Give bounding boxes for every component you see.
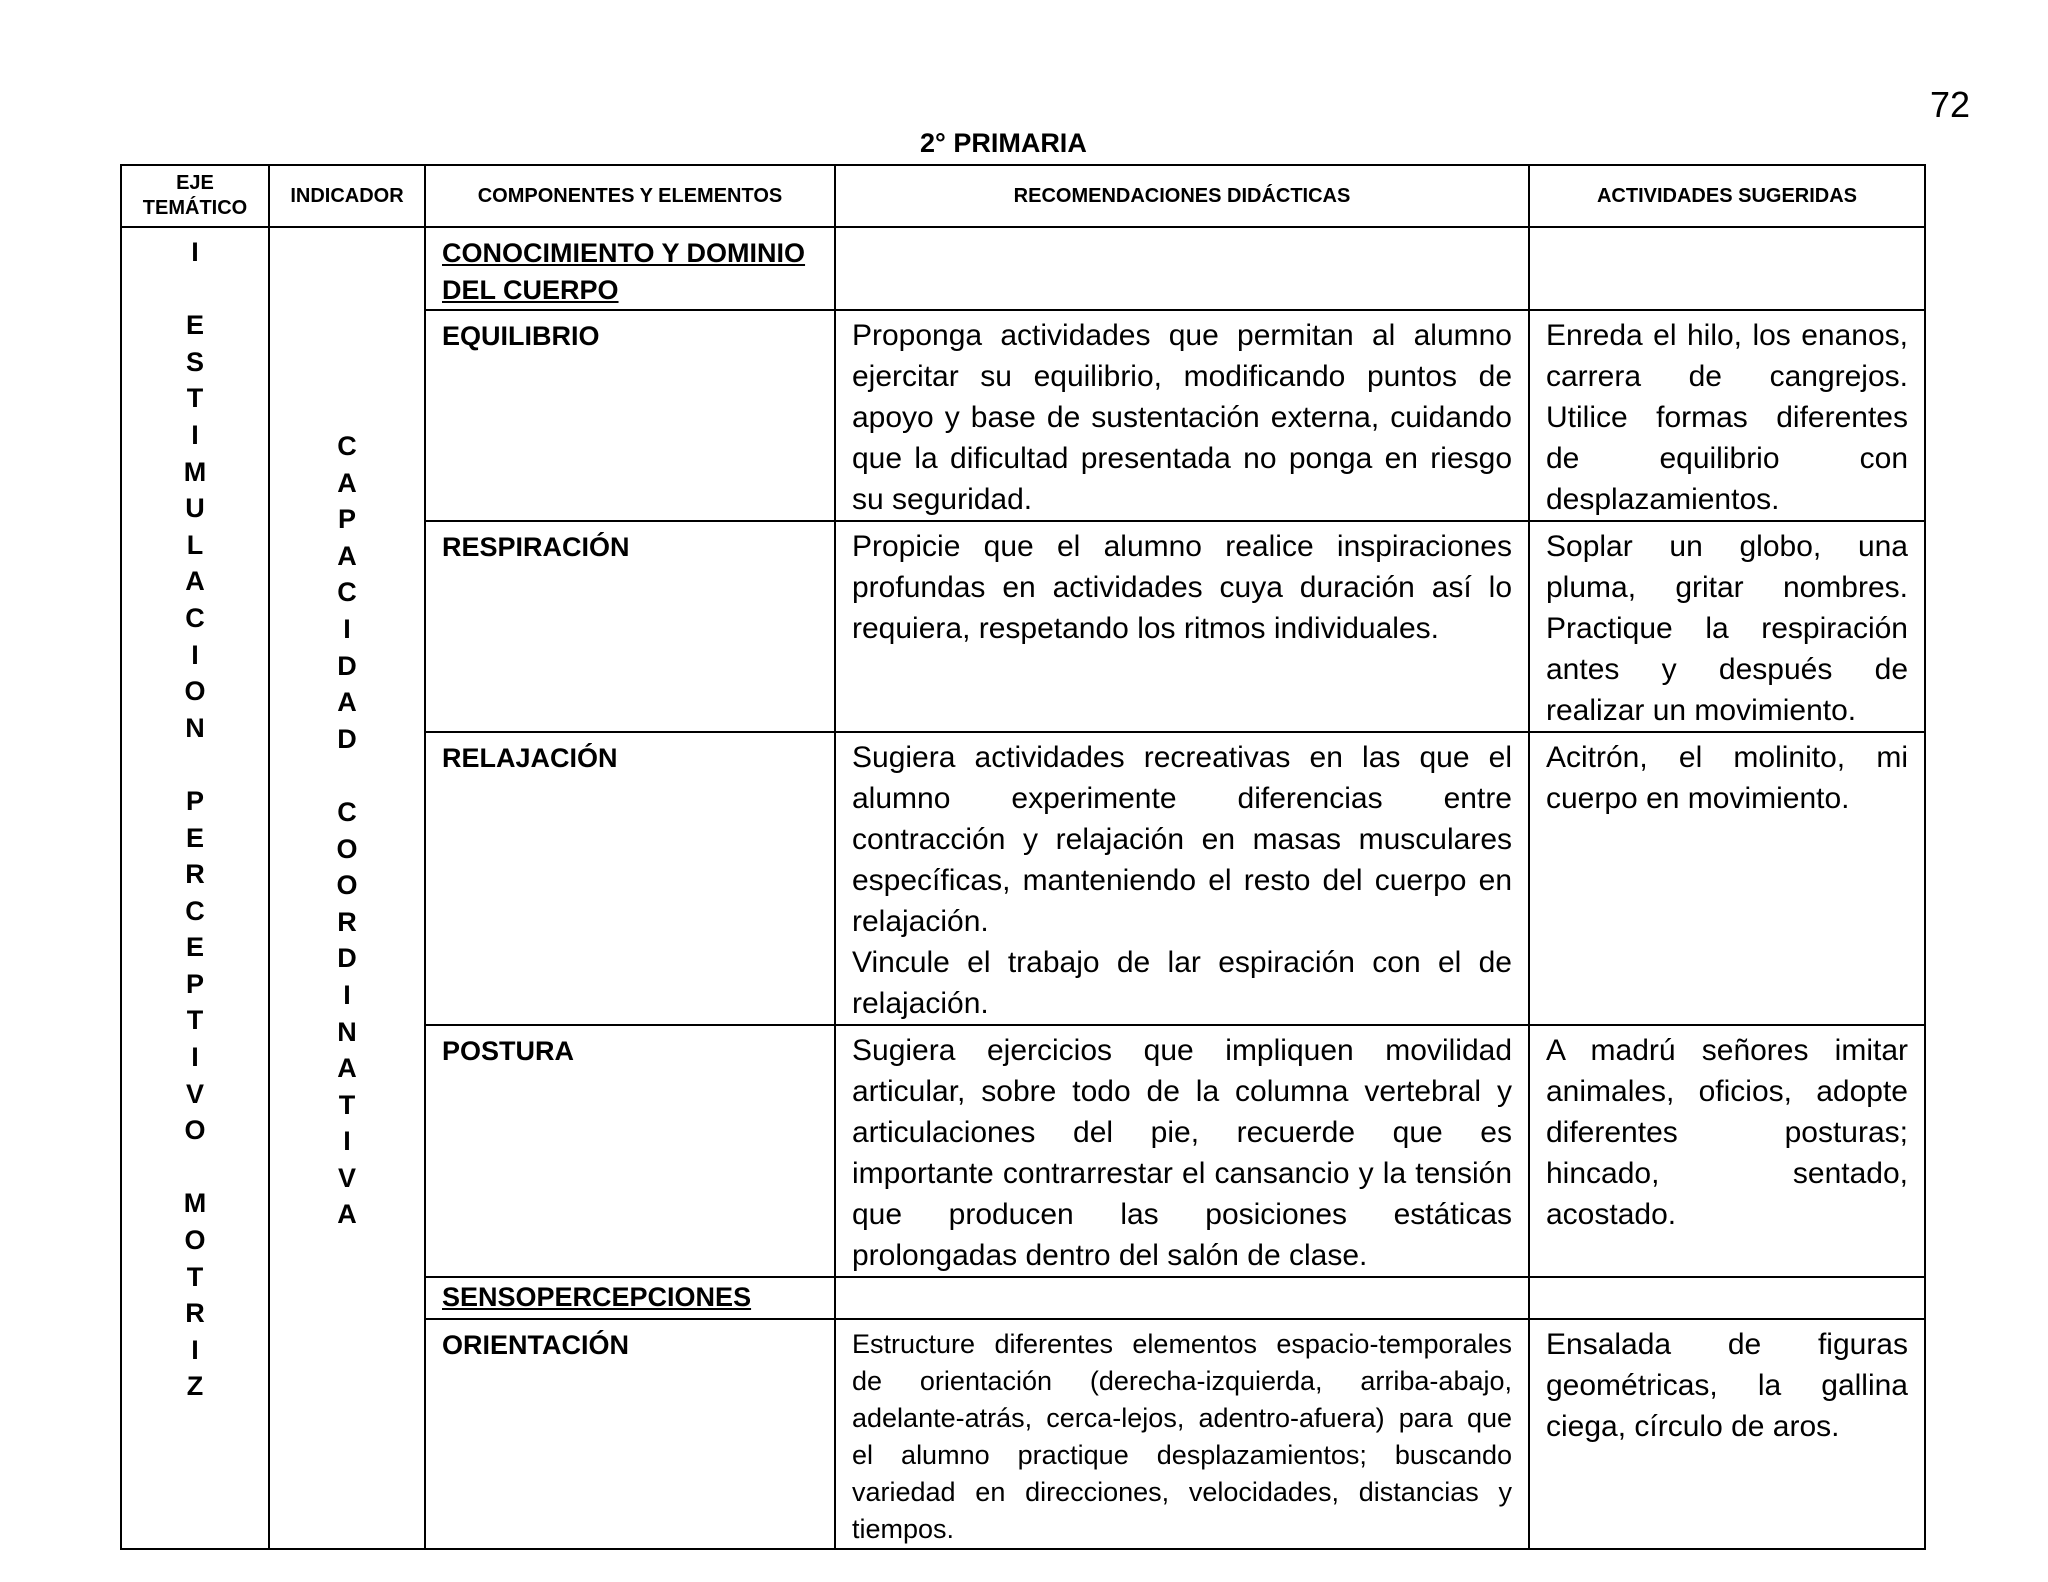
eje-tematico-letter: I: [191, 1042, 199, 1073]
indicador-letter: A: [337, 467, 357, 498]
indicador-letter: A: [337, 1053, 357, 1084]
indicador-cell: [269, 227, 425, 1549]
component-section-label: SENSOPERCEPCIONES: [425, 1277, 835, 1319]
eje-tematico-letter: O: [184, 676, 206, 707]
indicador-letter: V: [337, 1162, 356, 1193]
eje-tematico-letter: I: [191, 237, 199, 267]
recomendacion-text: Propicie que el alumno realice inspiraciones profundas en actividades cuya duración así lo requiera, respetando los ritmos individuales.: [835, 521, 1529, 732]
indicador-letter: R: [337, 906, 357, 937]
indicador-letter: D: [337, 943, 357, 974]
eje-tematico-letter: E: [185, 310, 204, 341]
eje-tematico-letter: M: [183, 456, 207, 487]
actividad-text: Acitrón, el molinito, mi cuerpo en movimiento.: [1529, 732, 1925, 1025]
component-label: ORIENTACIÓN: [425, 1319, 835, 1549]
component-label: RESPIRACIÓN: [425, 521, 835, 732]
eje-tematico-letter: O: [184, 1225, 206, 1256]
indicador-letter: N: [337, 1016, 357, 1047]
indicador-letter: [343, 757, 351, 794]
eje-tematico-letter: P: [185, 785, 204, 816]
eje-tematico-letter: R: [185, 859, 205, 890]
page-title: 2° PRIMARIA: [920, 128, 1087, 158]
indicador-letter: D: [337, 650, 357, 681]
component-label: POSTURA: [425, 1025, 835, 1277]
eje-tematico-vertical-text: [122, 234, 268, 1405]
indicador-letter: T: [338, 1089, 356, 1120]
indicador-letter: O: [336, 833, 358, 864]
eje-tematico-letter: I: [191, 419, 199, 450]
actividad-text: A madrú señores imitar animales, oficios, adopte diferentes posturas; hincado, sentado, acostado.: [1529, 1025, 1925, 1277]
indicador-vertical-text: [270, 428, 424, 1233]
indicador-letter: I: [343, 613, 351, 644]
header-eje-tematico: EJE TEMÁTICO: [121, 165, 269, 227]
curriculum-table: [120, 164, 1926, 1550]
indicador-letter: D: [337, 723, 357, 754]
eje-tematico-letter: N: [185, 712, 205, 743]
recomendacion-text: Sugiera actividades recreativas en las que el alumno experimente diferencias entre contracción y relajación en masas musculares específicas, manteniendo el resto del cuerpo en relajación. Vincule el trabajo de lar espiración con el de relajación.: [835, 732, 1529, 1025]
table-row: [121, 227, 1925, 310]
recomendacion-cell: [835, 227, 1529, 310]
eje-tematico-letter: C: [185, 602, 205, 633]
eje-tematico-letter: C: [185, 895, 205, 926]
recomendacion-cell: [835, 1277, 1529, 1319]
eje-tematico-letter: I: [191, 1334, 199, 1365]
eje-tematico-letter: [191, 1149, 199, 1186]
recomendacion-text: Sugiera ejercicios que impliquen movilidad articular, sobre todo de la columna vertebral y articulaciones del pie, recuerde que es importante contrarrestar el cansancio y la tensión que producen las posiciones estáticas prolongadas dentro del salón de clase.: [835, 1025, 1529, 1277]
header-componentes: COMPONENTES Y ELEMENTOS: [425, 165, 835, 227]
indicador-letter: C: [337, 577, 357, 608]
indicador-letter: C: [337, 431, 357, 461]
header-indicador: INDICADOR: [269, 165, 425, 227]
indicador-letter: O: [336, 870, 358, 901]
eje-tematico-cell: [121, 227, 269, 1549]
eje-tematico-letter: O: [184, 1115, 206, 1146]
header-actividades: ACTIVIDADES SUGERIDAS: [1529, 165, 1925, 227]
actividad-cell: [1529, 227, 1925, 310]
component-label: RELAJACIÓN: [425, 732, 835, 1025]
eje-tematico-letter: P: [185, 968, 204, 999]
eje-tematico-letter: R: [185, 1298, 205, 1329]
eje-tematico-letter: E: [185, 822, 204, 853]
eje-tematico-letter: Z: [186, 1371, 204, 1402]
eje-tematico-letter: T: [186, 1005, 204, 1036]
actividad-cell: [1529, 1277, 1925, 1319]
eje-tematico-letter: U: [185, 493, 205, 524]
recomendacion-text: Estructure diferentes elementos espacio-temporales de orientación (derecha-izquierda, arriba-abajo, adelante-atrás, cerca-lejos, adentro-afuera) para que el alumno practique desplazamientos; buscando variedad en direcciones, velocidades, distancias y tiempos.: [835, 1319, 1529, 1549]
recomendacion-text: Proponga actividades que permitan al alumno ejercitar su equilibrio, modificando puntos de apoyo y base de sustentación externa, cuidando que la dificultad presentada no ponga en riesgo su seguridad.: [835, 310, 1529, 521]
indicador-letter: I: [343, 979, 351, 1010]
eje-tematico-letter: [191, 746, 199, 783]
indicador-letter: A: [337, 687, 357, 718]
actividad-text: Soplar un globo, una pluma, gritar nombres. Practique la respiración antes y después de realizar un movimiento.: [1529, 521, 1925, 732]
indicador-letter: I: [343, 1126, 351, 1157]
indicador-letter: A: [337, 540, 357, 571]
page-number: 72: [1929, 84, 1970, 125]
eje-tematico-letter: [191, 271, 199, 308]
actividad-text: Enreda el hilo, los enanos, carrera de cangrejos. Utilice formas diferentes de equilibrio con desplazamientos.: [1529, 310, 1925, 521]
actividad-text: Ensalada de figuras geométricas, la gallina ciega, círculo de aros.: [1529, 1319, 1925, 1549]
component-section-label: CONOCIMIENTO Y DOMINIO DEL CUERPO: [425, 227, 835, 310]
eje-tematico-letter: L: [186, 529, 204, 560]
eje-tematico-letter: T: [186, 1261, 204, 1292]
eje-tematico-letter: I: [191, 639, 199, 670]
indicador-letter: A: [337, 1199, 357, 1230]
indicador-letter: P: [337, 504, 356, 535]
header-recomendaciones: RECOMENDACIONES DIDÁCTICAS: [835, 165, 1529, 227]
eje-tematico-letter: M: [183, 1188, 207, 1219]
eje-tematico-letter: V: [185, 1078, 204, 1109]
eje-tematico-letter: S: [185, 346, 204, 377]
eje-tematico-letter: A: [185, 566, 205, 597]
component-label: EQUILIBRIO: [425, 310, 835, 521]
eje-tematico-letter: T: [186, 383, 204, 414]
table-header-row: [121, 165, 1925, 227]
eje-tematico-letter: E: [185, 932, 204, 963]
indicador-letter: C: [337, 796, 357, 827]
